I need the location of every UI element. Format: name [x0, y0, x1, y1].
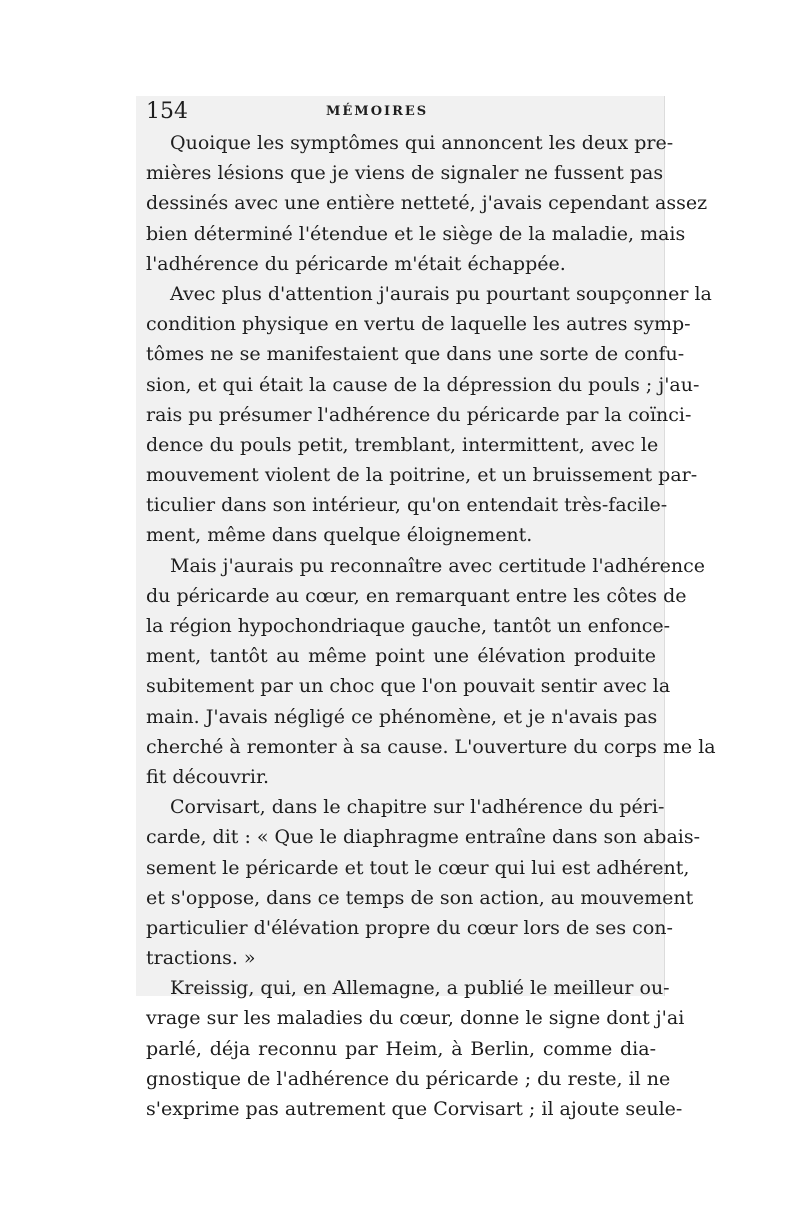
text-line: dence du pouls petit, tremblant, intermittent, avec le	[146, 433, 659, 456]
text-line: Corvisart, dans le chapitre sur l'adhérence du péri-	[170, 796, 665, 819]
text-line: s'exprime pas autrement que Corvisart ; il ajoute seule-	[146, 1098, 683, 1120]
text-line: et s'oppose, dans ce temps de son action, au mouvement	[146, 886, 694, 909]
text-line: la région hypochondriaque gauche, tantôt un enfonce-	[146, 615, 671, 637]
text-line: Mais j'aurais pu reconnaître avec certitude l'adhérence	[170, 554, 706, 577]
text-line: tractions. »	[146, 947, 256, 970]
text-line: tômes ne se manifestaient que dans une sorte de confu-	[146, 343, 685, 366]
text-line: ticulier dans son intérieur, qu'on entendait très-facile-	[146, 494, 668, 517]
text-line: Quoique les symptômes qui annoncent les deux pre-	[170, 132, 674, 154]
text-line: particulier d'élévation propre du cœur lors de ses con-	[146, 916, 673, 939]
text-line: carde, dit : « Que le diaphragme entraîne dans son abais-	[146, 826, 701, 849]
text-line: Avec plus d'attention j'aurais pu pourtant soupçonner la	[170, 282, 712, 305]
text-line: ment, tantôt au même point une élévation produite	[146, 645, 656, 668]
text-line: rais pu présumer l'adhérence du péricarde par la coïnci-	[146, 403, 692, 426]
body-text	[146, 128, 716, 1124]
text-line: sion, et qui était la cause de la dépression du pouls ; j'au-	[146, 373, 700, 396]
text-line: ment, même dans quelque éloignement.	[146, 524, 533, 547]
text-line: mières lésions que je viens de signaler ne fussent pas	[146, 162, 664, 185]
text-line: main. J'avais négligé ce phénomène, et je n'avais pas	[146, 705, 658, 728]
text-line: mouvement violent de la poitrine, et un bruissement par-	[146, 464, 698, 487]
text-line: dessinés avec une entière netteté, j'avais cependant assez	[146, 192, 708, 215]
text-line: subitement par un choc que l'on pouvait sentir avec la	[146, 675, 671, 698]
running-head-title: MÉMOIRES	[326, 104, 429, 119]
text-line: sement le péricarde et tout le cœur qui lui est adhérent,	[146, 856, 690, 879]
text-line: l'adhérence du péricarde m'était échappée.	[146, 252, 566, 275]
running-head	[146, 98, 666, 126]
text-line: bien déterminé l'étendue et le siège de la maladie, mais	[146, 222, 686, 245]
text-line: fit découvrir.	[146, 765, 269, 788]
text-line: Kreissig, qui, en Allemagne, a publié le meilleur ou-	[170, 977, 670, 1000]
text-line: condition physique en vertu de laquelle les autres symp-	[146, 313, 691, 336]
text-line: du péricarde au cœur, en remarquant entre les côtes de	[146, 584, 687, 607]
page-number: 154	[146, 99, 188, 124]
text-line: vrage sur les maladies du cœur, donne le signe dont j'ai	[146, 1007, 685, 1030]
text-line: gnostique de l'adhérence du péricarde ; du reste, il ne	[146, 1067, 671, 1090]
text-line: cherché à remonter à sa cause. L'ouverture du corps me la	[146, 735, 716, 758]
text-line: parlé, déja reconnu par Heim, à Berlin, comme dia-	[146, 1037, 656, 1060]
